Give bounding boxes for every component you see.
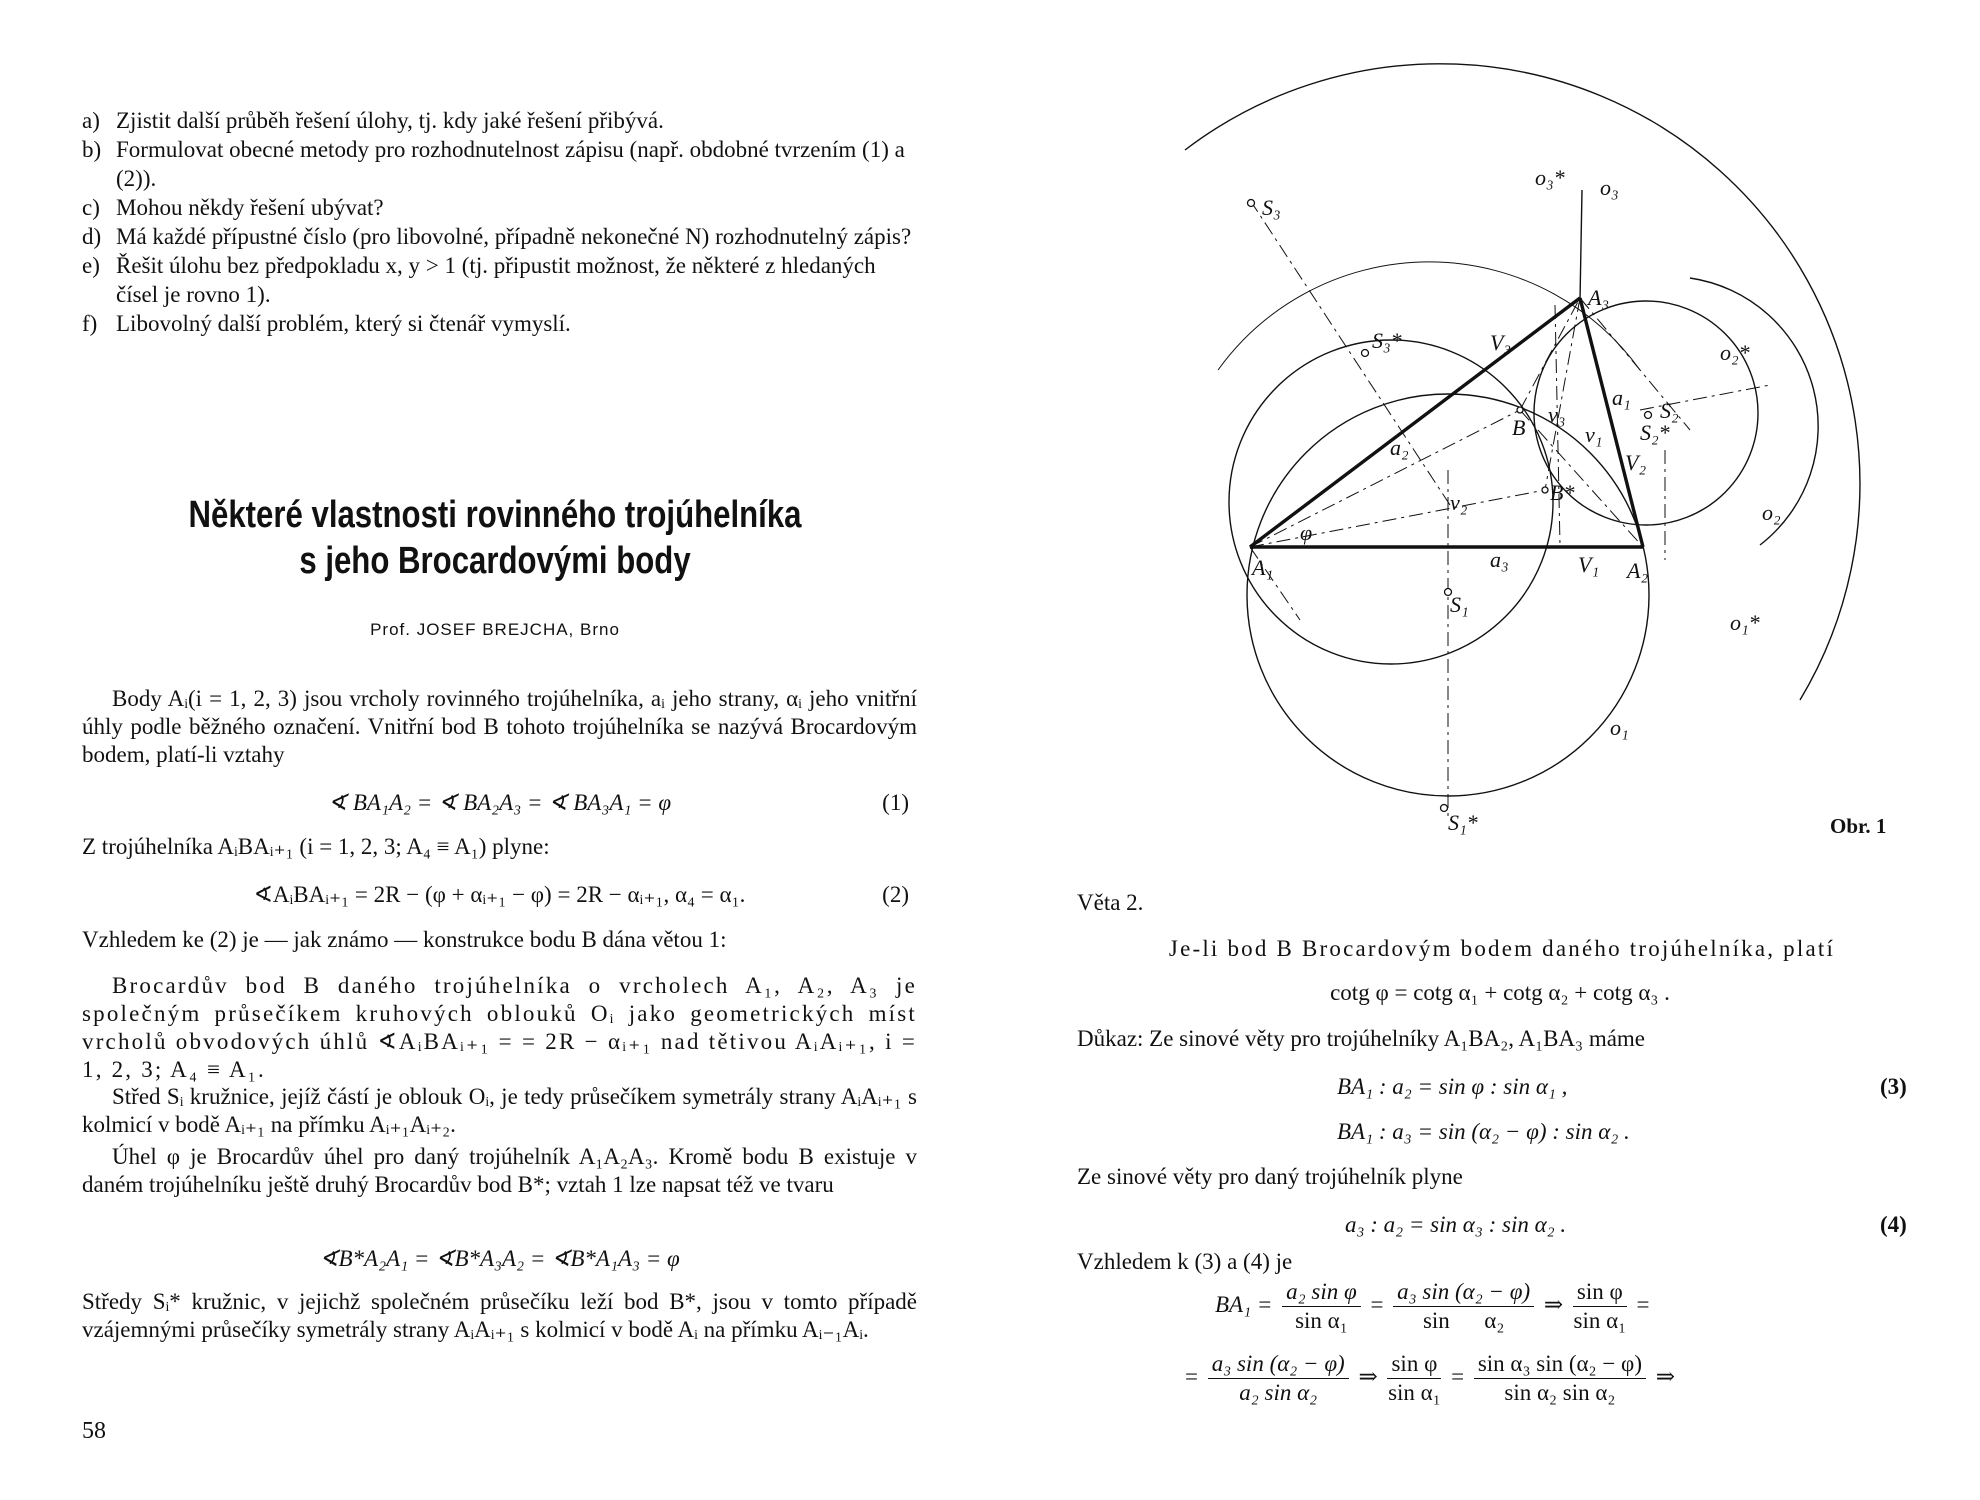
equation-3a: BA₁ : a₂ = sin φ : sin α₁ ,: [1337, 1074, 1568, 1099]
label-a3: a₃: [1490, 547, 1509, 572]
fraction: [1393, 1278, 1534, 1335]
implies: ⇒: [1358, 1363, 1378, 1389]
implies: ⇒: [1543, 1291, 1564, 1317]
paragraph: Úhel φ je Brocardův úhel pro daný trojúhelník A₁A₂A₃. Kromě bodu B existuje v daném trojúhelníku ještě druhý Brocardův bod B*; vztah 1 lze napsat též ve tvaru: [82, 1144, 917, 1197]
label-S1: S₁: [1450, 592, 1469, 617]
title-line: Některé vlastnosti rovinného trojúhelníka: [188, 494, 802, 536]
circle-o1-small: [1229, 340, 1553, 664]
author-line: Prof. JOSEF BREJCHA, Brno: [370, 620, 620, 639]
denominator: sin α₂ sin α₂: [1504, 1380, 1616, 1405]
label-o2: o₂: [1762, 500, 1781, 525]
paragraph: Ze sinové věty pro daný trojúhelník plyne: [1077, 1164, 1463, 1189]
implies: ⇒: [1655, 1363, 1676, 1389]
label-A3: A₃: [1588, 285, 1610, 310]
label-B: B: [1512, 415, 1526, 440]
equation-number: (3): [1880, 1074, 1907, 1099]
line-A1-Bstar: [1250, 490, 1545, 547]
equation-4: a₃ : a₂ = sin α₃ : sin α₂ .: [1345, 1212, 1567, 1237]
den-part: sin: [1422, 1308, 1450, 1333]
label-a2: a₂: [1390, 435, 1409, 460]
line-S3: [1250, 200, 1450, 505]
fraction-equation-1: [1215, 1278, 1650, 1335]
theorem-label: Věta 2.: [1077, 890, 1144, 915]
arc-inner: [1218, 262, 1640, 370]
list-item: c) Mohou někdy řešení ubývat?: [82, 195, 384, 220]
denominator: [1393, 1307, 1534, 1335]
paragraph: Středy Sᵢ* kružnic, v jejichž společném průsečíku leží bod B*, jsou v tomto případě vzájemnými průsečíky symetrály strany AᵢAᵢ₊₁ s kolmicí v bodě Aᵢ na přímku Aᵢ₋₁Aᵢ.: [82, 1289, 917, 1342]
equation-3b: BA₁ : a₃ = sin (α₂ − φ) : sin α₂ .: [1337, 1119, 1630, 1144]
label-S1-star: S₁*: [1448, 810, 1478, 835]
arc-o3: [1580, 190, 1582, 300]
equals: =: [1185, 1363, 1198, 1389]
numerator: sin φ: [1573, 1278, 1627, 1307]
fraction: [1474, 1350, 1646, 1407]
list-item: d) Má každé přípustné číslo (pro libovolné, případně nekonečné N) rozhodnutelný zápis?: [82, 224, 912, 249]
point-S1-star: [1441, 805, 1448, 812]
label-o2-star: o₂*: [1720, 340, 1750, 365]
denominator: sin α₁: [1295, 1308, 1348, 1333]
page-number: 58: [82, 1418, 106, 1444]
paragraph: Vzhledem ke (2) je — jak známo — konstrukce bodu B dána větou 1:: [82, 927, 727, 952]
theorem-2-equation: cotg φ = cotg α₁ + cotg α₂ + cotg α₃ .: [1330, 980, 1670, 1005]
denominator: sin α₁: [1573, 1308, 1627, 1333]
lhs: BA₁ =: [1215, 1291, 1273, 1317]
denominator: a₂ sin α₂: [1239, 1380, 1318, 1405]
numerator: sin φ: [1387, 1350, 1441, 1379]
fraction: [1387, 1350, 1441, 1407]
side-a2: [1250, 298, 1580, 547]
theorem-2-text: Je-li bod B Brocardovým bodem daného trojúhelníka, platí: [1168, 936, 1836, 961]
point-S2: [1645, 412, 1652, 419]
point-Bstar: [1542, 487, 1548, 493]
equation-text: ∢ BA₁A₂ = ∢ BA₂A₃ = ∢ BA₃A₁ = φ: [327, 790, 672, 815]
paragraph: Střed Sᵢ kružnice, jejíž částí je oblouk Oᵢ, je tedy průsečíkem symetrály strany AᵢAᵢ₊₁ s kolmicí v bodě Aᵢ₊₁ na přímku Aᵢ₊₁Aᵢ₊₂.: [82, 1084, 917, 1137]
label-o3: o₃: [1600, 175, 1619, 200]
proof-intro: Důkaz: Ze sinové věty pro trojúhelníky A₁BA₂, A₁BA₃ máme: [1077, 1026, 1646, 1051]
numerator: a₂ sin φ: [1282, 1278, 1361, 1307]
line-B-A3: [1520, 298, 1580, 410]
label-A2: A₂: [1627, 558, 1649, 583]
equation-number: (2): [882, 882, 909, 907]
list-item: b) Formulovat obecné metody pro rozhodnutelnost zápisu (např. obdobné tvrzením (1) a (2)).: [82, 137, 905, 191]
equation-text: ∢AᵢBAᵢ₊₁ = 2R − (φ + αᵢ₊₁ − φ) = 2R − αᵢ₊₁, α₄ = α₁.: [253, 882, 746, 907]
label-S3: S₃: [1262, 195, 1281, 220]
label-S2: S₂: [1660, 398, 1679, 423]
fraction: [1282, 1278, 1361, 1335]
label-S2-star: S₂*: [1640, 420, 1670, 445]
equation-number: (1): [882, 790, 909, 815]
label-v2: v₂: [1450, 490, 1468, 515]
label-o1: o₁: [1610, 715, 1629, 740]
equals: =: [1451, 1363, 1465, 1389]
numerator: a₃ sin (α₂ − φ): [1393, 1278, 1534, 1307]
theorem-1: Brocardův bod B daného trojúhelníka o vrcholech A₁, A₂, A₃ je společným průsečíkem kruhových oblouků Oᵢ jako geometrických míst vrcholů obvodových úhlů ∢AᵢBAᵢ₊₁ = = 2R − αᵢ₊₁ nad tětivou AᵢAᵢ₊₁, i = 1, 2, 3; A₄ ≡ A₁.: [82, 973, 917, 1082]
numerator: sin α₃ sin (α₂ − φ): [1474, 1350, 1646, 1379]
equation-text: ∢B*A₂A₁ = ∢B*A₃A₂ = ∢B*A₁A₃ = φ: [319, 1246, 680, 1271]
label-v3: v₃: [1548, 402, 1566, 427]
fraction-equation-2: [1185, 1350, 1675, 1407]
label-V3: V₃: [1490, 330, 1512, 355]
equals: =: [1370, 1291, 1384, 1317]
point-S3: [1248, 200, 1255, 207]
numerator: a₃ sin (α₂ − φ): [1208, 1350, 1349, 1379]
paragraph: Body Aᵢ(i = 1, 2, 3) jsou vrcholy rovinného trojúhelníka, aᵢ jeho strany, αᵢ jeho vnitřní úhly podle běžného označení. Vnitřní bod B tohoto trojúhelníka se nazývá Brocardovým bodem, platí-li vztahy: [82, 686, 917, 767]
label-Bstar: B*: [1550, 480, 1575, 505]
list-item: a) Zjistit další průběh řešení úlohy, tj. kdy jaké řešení přibývá.: [82, 108, 664, 133]
label-V1: V₁: [1578, 552, 1600, 577]
equation-number: (4): [1880, 1212, 1907, 1237]
paragraph: Z trojúhelníka AᵢBAᵢ₊₁ (i = 1, 2, 3; A₄ ≡ A₁) plyne:: [82, 834, 550, 859]
label-phi: φ: [1300, 520, 1313, 545]
label-S3-star: S₃*: [1372, 328, 1402, 353]
label-v1: v₁: [1585, 422, 1603, 447]
label-A1: A₁: [1252, 555, 1274, 580]
label-a1: a₁: [1612, 385, 1631, 410]
point-S3-star: [1362, 350, 1369, 357]
label-V2: V₂: [1625, 450, 1647, 475]
line-A1-B: [1250, 410, 1520, 547]
paragraph: Vzhledem k (3) a (4) je: [1077, 1249, 1293, 1274]
figure-caption: Obr. 1: [1830, 814, 1887, 838]
title-line: s jeho Brocardovými body: [299, 540, 691, 582]
denominator: sin α₁: [1388, 1380, 1441, 1405]
den-part: α₂: [1484, 1308, 1505, 1333]
fraction: [1208, 1350, 1349, 1407]
label-o1-star: o₁*: [1730, 610, 1760, 635]
equals: =: [1636, 1291, 1650, 1317]
line-A3-Bstar: [1545, 298, 1580, 490]
fraction: [1573, 1278, 1627, 1335]
list-item: e) Řešit úlohu bez předpokladu x, y > 1 (tj. připustit možnost, že některé z hledaných čísel je rovno 1).: [82, 253, 876, 307]
arc-o1-star: [1185, 64, 1860, 700]
label-o3-star: o₃*: [1535, 165, 1565, 190]
point-B: [1517, 407, 1523, 413]
list-item: f) Libovolný další problém, který si čtenář vymyslí.: [82, 311, 571, 336]
